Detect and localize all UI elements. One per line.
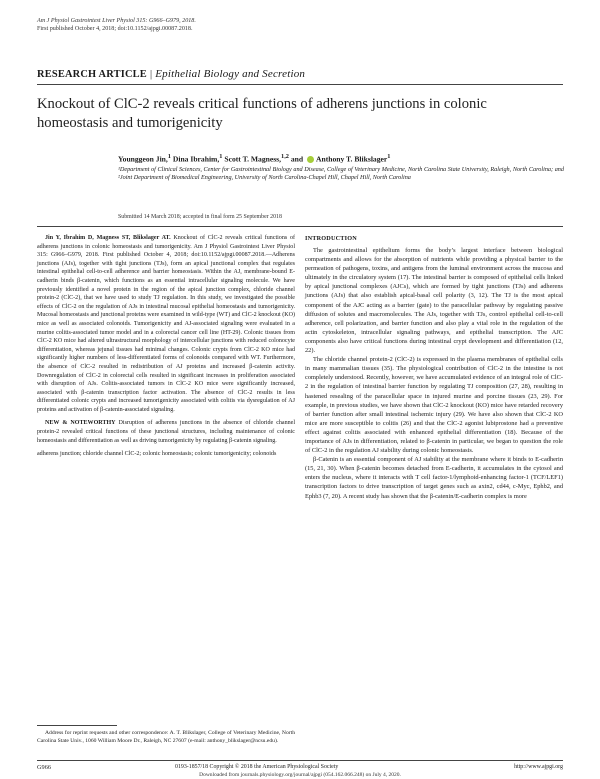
author-affiliation-mark: 1 (387, 153, 391, 160)
author-name: Dina Ibrahim, (170, 154, 220, 164)
author-name: Scott T. Magness, (222, 154, 282, 164)
article-type-label: RESEARCH ARTICLE (37, 69, 147, 80)
new-noteworthy-label: NEW & NOTEWORTHY (45, 420, 116, 427)
correspondence-address: Address for reprint requests and other correspondence: A. T. Blikslager, College of Veterinary Medicine, North Carolina State Univ., 1060 William Moore Dr., Raleigh, NC 27607 (e-mail: anthony_blikslager@ncsu.edu). (37, 730, 295, 744)
author-conjunction: and (288, 154, 306, 164)
right-column (305, 234, 563, 501)
left-column (37, 234, 295, 459)
journal-url-link[interactable]: http://www.ajpgi.org (514, 764, 563, 770)
submission-rule (37, 226, 563, 227)
author-affiliation-mark: 1,2 (281, 153, 289, 160)
author-affiliation-mark: 1 (167, 153, 171, 160)
page-number: G966 (37, 764, 51, 771)
section-separator: | (149, 69, 153, 80)
header-rule (37, 84, 563, 85)
publication-doi-line: First published October 4, 2018; doi:10.1152/ajpgi.00087.2018. (37, 26, 193, 32)
abstract-citation-authors: Jin Y, Ibrahim D, Magness ST, Blikslager AT. (45, 235, 171, 241)
introduction-paragraph: The gastrointestinal epithelium forms the body’s largest interface between biological compartments and allows for the absorption of nutrients while providing a physical barrier to the permeation of pathogens, toxins, and antigens from the luminal environment across the mucosa and ultimately in the circulatory system (17). The intestinal barrier is composed of epithelial cells linked by apical junctional complexes (AJCs), which are formed by tight junctions (TJs) and adherens junctions (AJs) that also establish apical-basal cell polarity (3, 12). The TJ is the most apical component of the AJC acting as a barrier (gate) to the paracellular pathway by regulating passive diffusion of solutes and macromolecules. The AJs, together with TJs, control epithelial cell-to-cell adherence, cell polarization, and barrier function and also play a vital role in the regulation of the actin cytoskeleton, intracellular signaling pathways, and epithelial transcription. The AJC components also have critical functions during intestinal crypt development and differentiation (12, 22). (305, 247, 563, 355)
introduction-paragraph: β-Catenin is an essential component of AJ stability at the membrane where it binds to E-cadherin (15, 21, 30). When β-catenin becomes detached from E-cadherin, it accumulates in the cytosol and enters the nucleus, where it interacts with T cell factor-1/lymphoid-enhancing factor-1 (TCF/LEF1) transcription factors to drive transcription of target genes such as axin2, cd44, c-Myc, Ephb2, and Ephb3 (7, 20). A recent study has shown that the β-catenin/E-cadherin complex is more (305, 456, 563, 500)
section-heading (37, 68, 305, 80)
article-category: Epithelial Biology and Secretion (155, 68, 306, 80)
journal-citation: Am J Physiol Gastrointest Liver Physiol 315: G966–G979, 2018. (37, 18, 196, 24)
submission-dates: Submitted 14 March 2018; accepted in final form 25 September 2018 (118, 214, 282, 220)
introduction-heading: INTRODUCTION (305, 235, 357, 242)
author-list (118, 152, 558, 164)
new-noteworthy-body: Disruption of adherens junctions in the absence of chloride channel protein-2 revealed critical functions of these junctional structures, including maintenance of colonic homeostasis and differentiation as well as driving tumorigenicity by regulating β-catenin signaling. (37, 420, 295, 444)
author-name: Younggeon Jin, (118, 154, 168, 164)
author-name: Anthony T. Blikslager (316, 154, 388, 164)
download-notice: Downloaded from journals.physiology.org/journal/ajpgi (054.162.066.248) on July 4, 2020. (199, 772, 401, 778)
affiliation-text: ¹Department of Clinical Sciences, Center for Gastrointestinal Biology and Disease, College of Veterinary Medicine, North Carolina State University, Raleigh, North Carolina; and ²Joint Department of Biomedical Engineering, University of North Carolina-Chapel Hill, Chapel Hill, North Carolina (118, 166, 564, 182)
abstract (37, 234, 295, 414)
copyright-line: 0193-1857/18 Copyright © 2018 the American Physiological Society (175, 764, 339, 770)
orcid-icon[interactable] (307, 156, 314, 163)
footnote-rule (37, 725, 117, 726)
introduction-paragraph: The chloride channel protein-2 (ClC-2) is expressed in the plasma membranes of epithelial cells in many mammalian tissues (35). The physiological contribution of ClC-2 in the intestine is not completely understood. Recently, however, we have accumulated evidence of an integral role of ClC-2 in the regulation of intestinal barrier function by regulating TJ composition (27, 28), resulting in hastened resealing of the paracellular space in injured murine and porcine tissues (23, 29). For example, in previous studies, we have shown that ClC-2 knockout (KO) mice have retarded recovery of barrier function after small intestinal ischemic injury (29). We have also shown that ClC-2 KO mice are more susceptible to colitis (26) and that the ClC-2 agonist lubiprostone had a preventive effect against colitis associated with enhanced epithelial differentiation (18). Because of the importance of AJs in differentiation, related to β-catenin in particular, we began to question the role of ClC-2 in the regulation AJ stability during colonic homeostasis. (305, 356, 563, 455)
keywords: adherens junction; chloride channel ClC-2; colonic homeostasis; colonic tumorigenicity; colonoids (37, 451, 277, 458)
article-title: Knockout of ClC-2 reveals critical functions of adherens junctions in colonic homeostasis and tumorigenicity (37, 96, 487, 131)
new-noteworthy (37, 419, 295, 445)
abstract-body: Knockout of ClC-2 reveals critical functions of adherens junctions in colonic homeostasis and tumorigenicity. Am J Physiol Gastrointest Liver Physiol 315: G966–G979, 2018. First published October 4, 2018; doi:10.1152/ajpgi.00087.2018.—Adherens junctions (AJs), together with tight junctions (TJs), form an apical junctional complex that regulates intestinal epithelial cell-to-cell adherence and barrier homeostasis. Within the AJ, membrane-bound E-cadherin binds β-catenin, which functions as an essential intracellular signaling molecule. We have previously identified a novel protein in the region of the apical junction complex, chloride channel protein-2 (ClC-2), that we have used to study TJ regulation. In this study, we investigated the possible effects of ClC-2 on the regulation of AJs in intestinal mucosal epithelial homeostasis and tumorigenicity. Mucosal homeostasis and junctional proteins were examined in wild-type (WT) and ClC-2 knockout (KO) mice as well as associated colonoids. Tumorigenicity and AJ-associated signaling were evaluated in a murine colitis-associated tumor model and in a colorectal cancer cell line (HT-29). Colonic tissues from ClC-2 KO mice had altered ultrastructural morphology of intercellular junctions with reduced colonocyte differentiation, whereas jejunal tissues had minimal changes. Colonic crypts from ClC-2 KO mice had significantly higher numbers of less-differentiated forms of colonoids compared with WT. Furthermore, the absence of ClC-2 resulted in redistribution of AJ proteins and increased β-catenin activity. Downregulation of ClC-2 in colorectal cells resulted in significant increases in proliferation associated with disruption of AJs. Colitis-associated tumors in ClC-2 KO mice were significantly increased, associated with β-catenin transcription factor activation. The absence of ClC-2 results in less differentiated colonic crypts and increased tumorigenicity associated with colitis via dysregulation of AJ proteins and activation of β-catenin-associated signaling. (37, 235, 296, 413)
affiliations (118, 166, 564, 183)
footer-rule (37, 760, 563, 761)
author-affiliation-mark: 1 (219, 153, 223, 160)
